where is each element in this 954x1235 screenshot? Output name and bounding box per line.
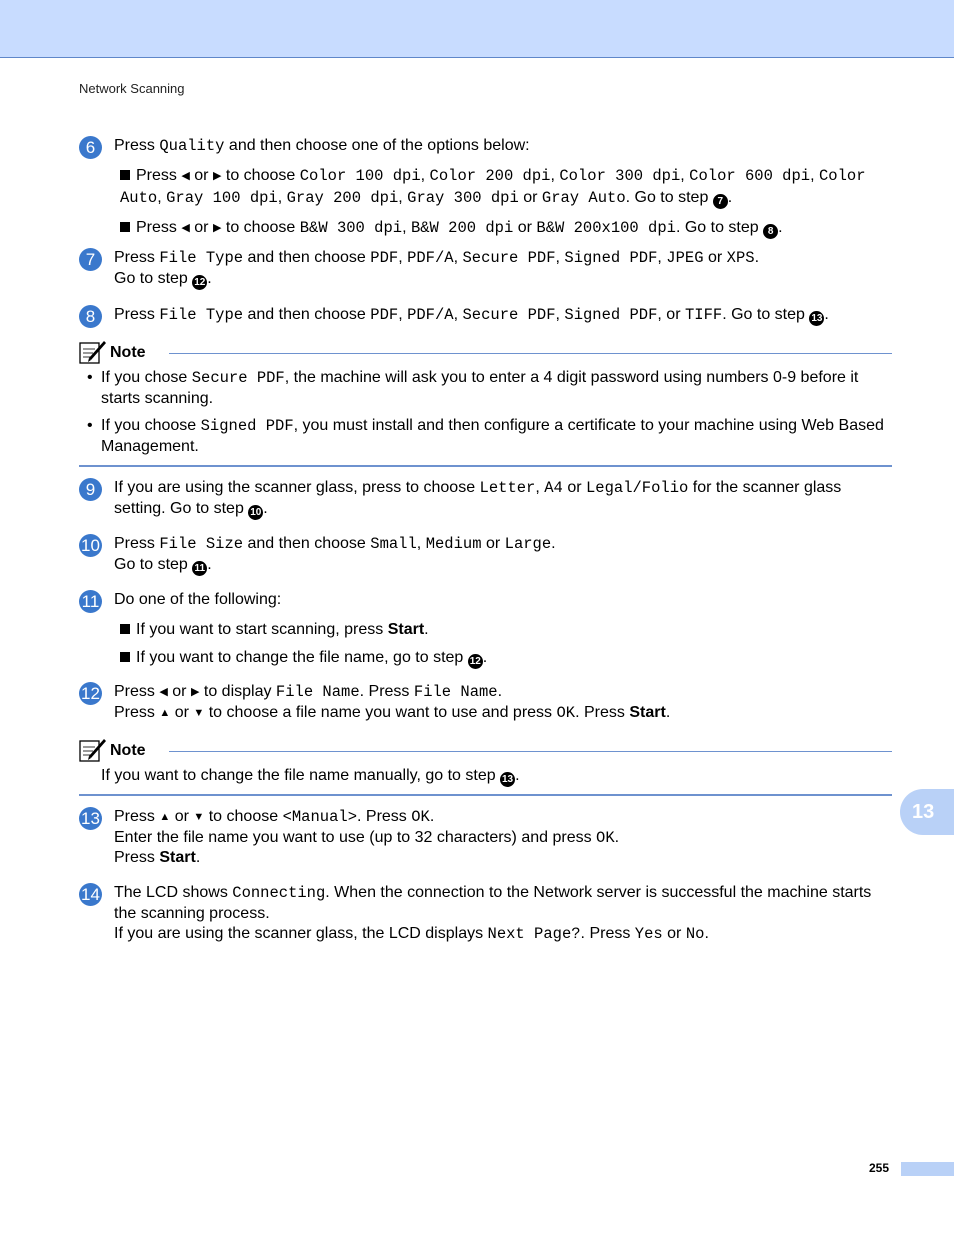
step-7: 7 Press File Type and then choose PDF, PDF/A, Secure PDF, Signed PDF, JPEG or XPS. Go to step 12 . bbox=[79, 248, 892, 290]
bullet-color-options: Press ◀ or ▶ to choose Color 100 dpi, Color 200 dpi, Color 300 dpi, Color 600 dpi, Color Auto, Gray 100 dpi, Gray 200 dpi, Gray 300 dpi or Gray Auto. Go to step 7 . bbox=[120, 166, 866, 207]
note-item: • If you chose Secure PDF, the machine will ask you to enter a 4 digit password using numbers 0-9 before it starts scanning. bbox=[87, 369, 859, 407]
bullet-bw-options: Press ◀ or ▶ to choose B&W 300 dpi, B&W 200 dpi or B&W 200x100 dpi. Go to step 8 . bbox=[120, 217, 892, 239]
note-end-rule bbox=[79, 794, 892, 796]
step-ref-10: 10 bbox=[250, 506, 262, 518]
step-number: 9 bbox=[79, 478, 102, 501]
left-arrow-icon: ◀ bbox=[181, 221, 190, 234]
left-arrow-icon: ◀ bbox=[159, 686, 168, 698]
step-6: 6 Press Quality and then choose one of the options below: Press ◀ or ▶ to choose Color 100 dpi, Color 200 dpi, Color 300 dpi, Color 600 dpi, Color Auto, Gray 100 dpi, Gray 200 dpi, Gray 300 dpi or Gray Auto. Go to step 7 . Press ◀ or ▶ to choose B&W 300 dpi, B&W 200 dpi or B&W 200x100 dpi. Go to step 8 . bbox=[79, 136, 892, 239]
bullet-start-scanning: If you want to start scanning, press Start. bbox=[120, 619, 892, 640]
step-ref-12: 12 bbox=[469, 655, 481, 667]
note-end-rule bbox=[79, 465, 892, 467]
left-arrow-icon: ◀ bbox=[181, 169, 190, 182]
step-13: 13 Press ▲ or ▼ to choose <Manual>. Press OK. Enter the file name you want to use (up to 32 characters) and press OK. Press Start. bbox=[79, 807, 892, 869]
right-arrow-icon: ▶ bbox=[190, 686, 200, 698]
step-ref-11: 11 bbox=[192, 561, 207, 576]
note-divider bbox=[169, 353, 892, 354]
step-ref-13: 13 bbox=[811, 313, 823, 324]
chapter-tab: 13 bbox=[900, 789, 954, 835]
bullet-square-icon bbox=[120, 624, 130, 634]
step-ref-8: 8 bbox=[763, 224, 778, 239]
step-ref-13: 13 bbox=[502, 774, 514, 785]
note-item: • If you choose Signed PDF, you must install and then configure a certificate to your machine using Web Based Management. bbox=[87, 417, 884, 455]
down-arrow-icon: ▼ bbox=[193, 706, 205, 719]
top-banner bbox=[0, 0, 954, 58]
page-number: 255 bbox=[869, 1161, 890, 1175]
step-8: 8 Press File Type and then choose PDF, PDF/A, Secure PDF, Signed PDF, or TIFF. Go to step 13 . bbox=[79, 305, 892, 326]
note-box-2 bbox=[79, 738, 892, 787]
section-header: Network Scanning bbox=[79, 81, 185, 96]
step-number: 14 bbox=[79, 883, 102, 906]
step-number: 12 bbox=[79, 682, 102, 705]
bullet-square-icon bbox=[120, 222, 130, 232]
up-arrow-icon: ▲ bbox=[159, 706, 171, 719]
note-title: Note bbox=[110, 344, 146, 361]
step-10: 10 Press File Size and then choose Small, Medium or Large. Go to step 11 . bbox=[79, 534, 892, 576]
page-number-bar bbox=[901, 1162, 954, 1176]
note-text: If you want to change the file name manually, go to step 13 . bbox=[101, 767, 520, 785]
step-9: 9 If you are using the scanner glass, press to choose Letter, A4 or Legal/Folio for the scanner glass setting. Go to step 10 . bbox=[79, 478, 892, 520]
note-pencil-icon bbox=[79, 338, 107, 364]
step-number: 13 bbox=[79, 807, 102, 830]
note-title: Note bbox=[110, 742, 146, 759]
down-arrow-icon: ▼ bbox=[193, 811, 205, 823]
step-number: 8 bbox=[79, 305, 102, 328]
bullet-square-icon bbox=[120, 652, 130, 662]
note-box-1 bbox=[79, 340, 892, 457]
step-14: 14 The LCD shows Connecting. When the connection to the Network server is successful the machine starts the scanning process. If you are using the scanner glass, the LCD displays Next Page?. Press Yes or No. bbox=[79, 883, 892, 945]
step-ref-12: 12 bbox=[194, 276, 206, 288]
note-pencil-icon bbox=[79, 736, 107, 762]
step-number: 11 bbox=[79, 590, 102, 613]
step-ref-7: 7 bbox=[713, 194, 728, 209]
up-arrow-icon: ▲ bbox=[159, 811, 171, 823]
note-divider bbox=[169, 751, 892, 752]
step-number: 7 bbox=[79, 248, 102, 271]
step-number: 6 bbox=[79, 136, 102, 159]
bullet-square-icon bbox=[120, 170, 130, 180]
right-arrow-icon: ▶ bbox=[212, 169, 222, 182]
right-arrow-icon: ▶ bbox=[212, 221, 222, 234]
step-11: 11 Do one of the following: If you want to start scanning, press Start. If you want to change the file name, go to step 12 . bbox=[79, 590, 892, 669]
bullet-change-name: If you want to change the file name, go to step 12 . bbox=[120, 647, 892, 669]
step-number: 10 bbox=[79, 534, 102, 557]
step-12: 12 Press ◀ or ▶ to display File Name. Press File Name. Press ▲ or ▼ to choose a file name you want to use and press OK. Press Start. bbox=[79, 682, 892, 723]
